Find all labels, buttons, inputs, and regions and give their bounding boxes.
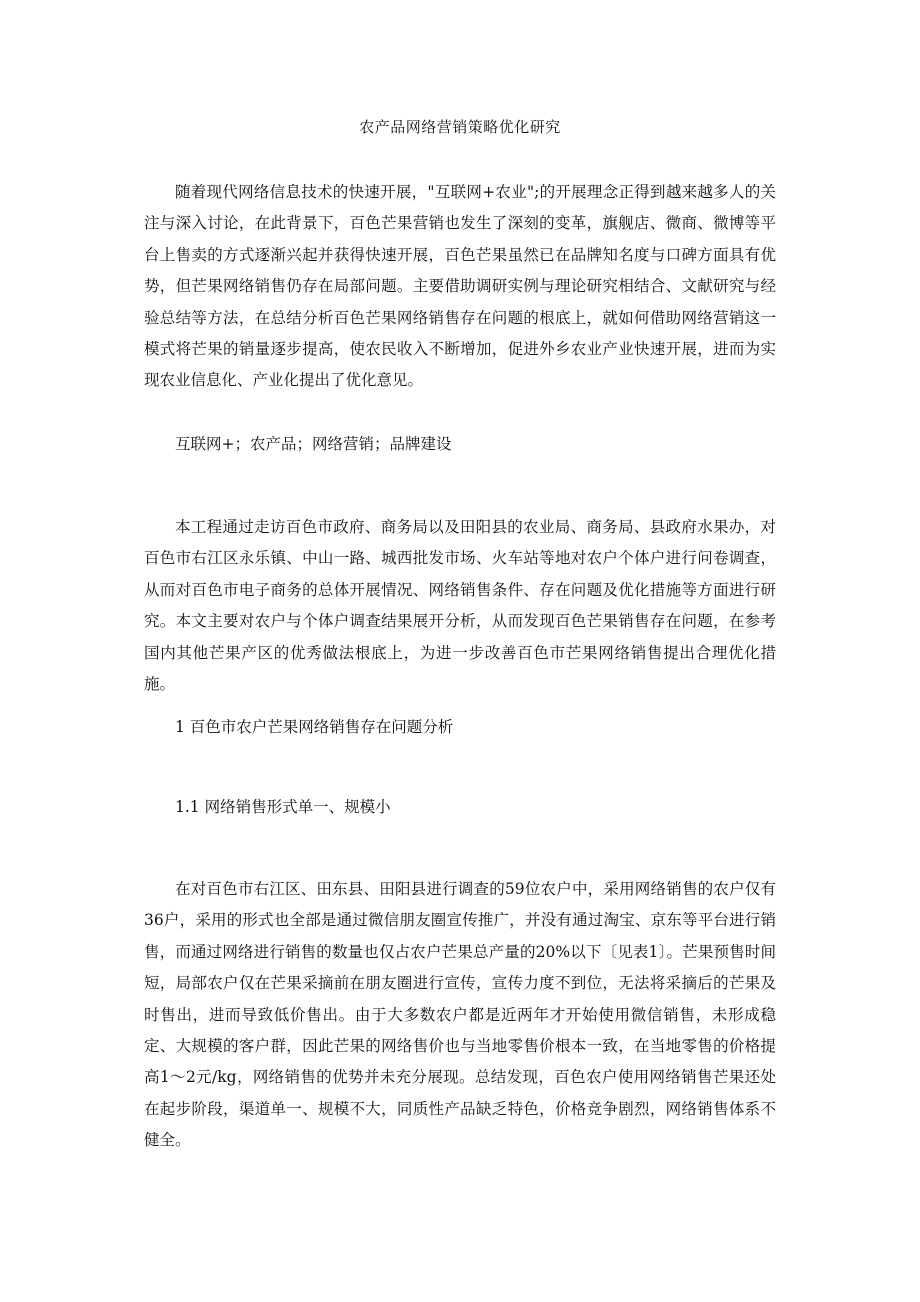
- document-title: 农产品网络营销策略优化研究: [359, 118, 561, 136]
- abstract-paragraph: 随着现代网络信息技术的快速开展，"互联网+农业";的开展理念正得到越来越多人的关注与深入讨论，在此背景下，百色芒果营销也发生了深刻的变革，旗舰店、微商、微博等平台上售卖的方式逐渐兴起并获得快速开展，百色芒果虽然已在品牌知名度与口碑方面具有优势，但芒果网络销售仍存在局部问题。主要借助调研实例与理论研究相结合、文献研究与经验总结等方法，在总结分析百色芒果网络销售存在问题的根底上，就如何借助网络营销这一模式将芒果的销量逐步提高，使农民收入不断增加，促进外乡农业产业快速开展，进而为实现农业信息化、产业化提出了优化意见。: [144, 183, 776, 390]
- section-1-1-heading: 1.1 网络销售形式单一、规模小: [175, 798, 391, 816]
- keywords-line: 互联网+；农产品；网络营销；品牌建设: [175, 435, 452, 453]
- section-1-heading: 1 百色市农户芒果网络销售存在问题分析: [175, 718, 454, 736]
- intro-paragraph: 本工程通过走访百色市政府、商务局以及田阳县的农业局、商务局、县政府水果办，对百色市右江区永乐镇、中山一路、城西批发市场、火车站等地对农户个体户进行问卷调查，从而对百色市电子商务的总体开展情况、网络销售条件、存在问题及优化措施等方面进行研究。本文主要对农户与个体户调查结果展开分析，从而发现百色芒果销售存在问题，在参考国内其他芒果产区的优秀做法根底上，为进一步改善百色市芒果网络销售提出合理优化措施。: [144, 518, 776, 694]
- section-1-1-paragraph: 在对百色市右江区、田东县、田阳县进行调查的59位农户中，采用网络销售的农户仅有36户，采用的形式也全部是通过微信朋友圈宣传推广，并没有通过淘宝、京东等平台进行销售，而通过网络进行销售的数量也仅占农户芒果总产量的20%以下〔见表1〕。芒果预售时间短，局部农户仅在芒果采摘前在朋友圈进行宣传，宣传力度不到位，无法将采摘后的芒果及时售出，进而导致低价售出。由于大多数农户都是近两年才开始使用微信销售，未形成稳定、大规模的客户群，因此芒果的网络售价也与当地零售价根本一致，在当地零售的价格提高1～2元/kg，网络销售的优势并未充分展现。总结发现，百色农户使用网络销售芒果还处在起步阶段，渠道单一、规模不大，同质性产品缺乏特色，价格竞争剧烈，网络销售体系不健全。: [144, 880, 776, 1150]
